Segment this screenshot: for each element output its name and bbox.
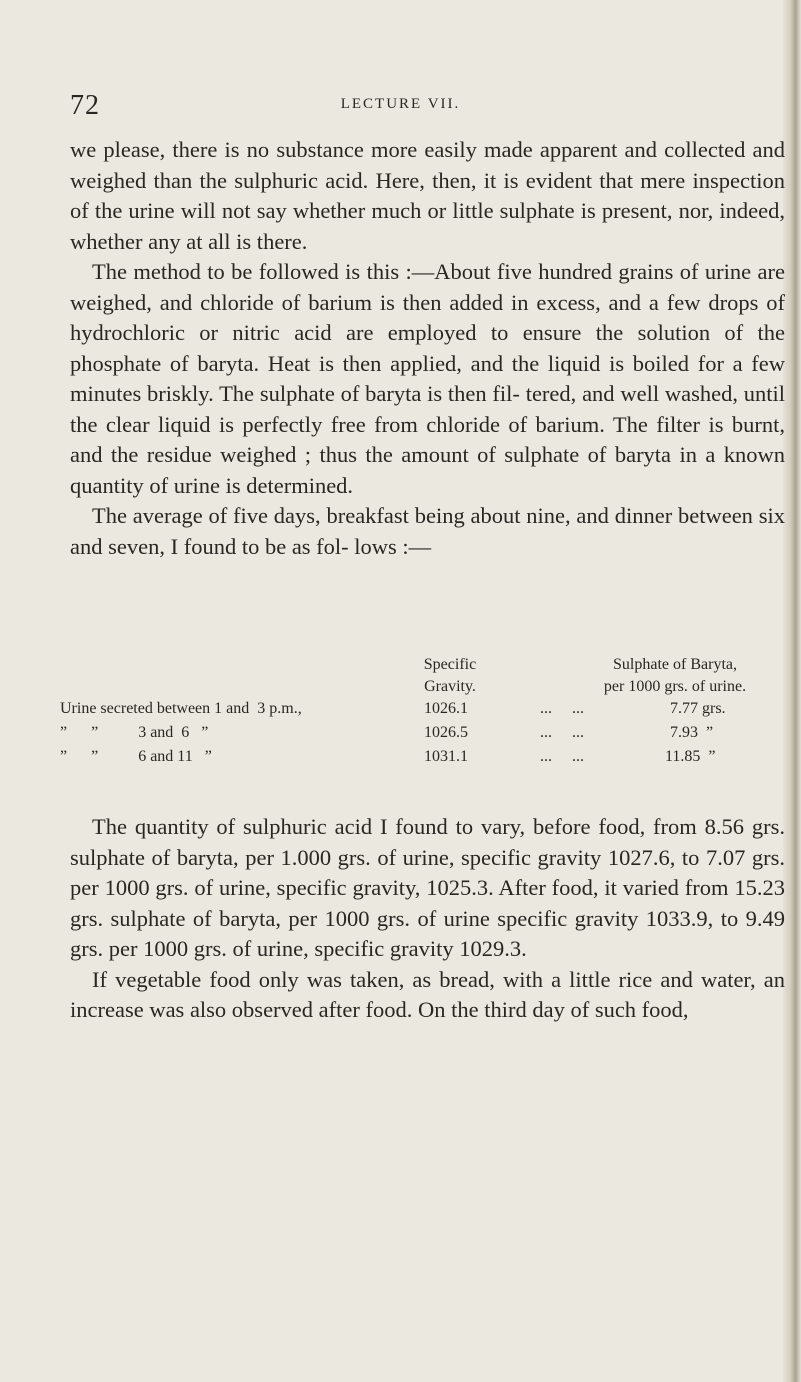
- sulphate-value: 7.77 grs.: [670, 700, 726, 717]
- table-row: [60, 724, 760, 746]
- leader-dots: ... ...: [540, 700, 584, 717]
- row-label: ” ” 6 and 11 ”: [60, 748, 212, 765]
- paragraph: we please, there is no substance more easily made apparent and collected and weighed than the sulphuric acid. Here, then, it is evident that mere inspection of the urine will not say whether much or little sulphate is present, nor, indeed, whether any at all is there.: [70, 137, 785, 254]
- paragraph: If vegetable food only was taken, as bread, with a little rice and water, an increase was also observed after food. On the third day of such food,: [70, 966, 785, 1022]
- sulphate-header-line2: per 1000 grs. of urine.: [603, 678, 747, 695]
- row-label: ” ” 3 and 6 ”: [60, 724, 209, 741]
- paragraph: The quantity of sulphuric acid I found to vary, before food, from 8.56 grs. sulphate of baryta, per 1.000 grs. of urine, specific gravity 1027.6, to 7.07 grs. per 1000 grs. of urine, specific gravity, 1025.3. After food, it varied from 15.23 grs. sulphate of baryta, per 1000 grs. of urine specific gravity 1033.9, to 9.49 grs. per 1000 grs. of urine, specific gravity 1029.3.: [70, 814, 785, 961]
- sulphate-value: 11.85 ”: [665, 748, 716, 765]
- sulphate-header-line1: Sulphate of Baryta,: [613, 656, 737, 673]
- page-edge: [783, 0, 801, 1382]
- paragraph: The average of five days, breakfast being about nine, and dinner between six and seven, I found to be as fol- lows :—: [70, 503, 785, 559]
- page-number: 72: [70, 90, 100, 121]
- gravity-value: 1026.5: [424, 724, 468, 741]
- gravity-header: [395, 654, 505, 698]
- table-row: [60, 748, 760, 770]
- gravity-header-line2: Gravity.: [424, 678, 476, 695]
- gravity-header-line1: Specific: [423, 656, 477, 673]
- running-head: LECTURE VII.: [340, 96, 461, 112]
- paragraph: The method to be followed is this :—About five hundred grains of urine are weighed, and chloride of barium is then added in excess, and a few drops of hydrochloric or nitric acid are employed to ensure the solution of the phosphate of baryta. Heat is then applied, and the liquid is boiled for a few minutes briskly. The sulphate of baryta is then fil- tered, and well washed, until the clear liquid is perfectly free from chloride of barium. The filter is burnt, and the residue weighed ; thus the amount of sulphate of baryta in a known quantity of urine is determined.: [70, 259, 785, 498]
- row-label: Urine secreted between 1 and 3 p.m.,: [60, 700, 302, 717]
- sulphate-header: [580, 654, 770, 698]
- sulphate-value: 7.93 ”: [670, 724, 714, 741]
- gravity-value: 1031.1: [424, 748, 468, 765]
- text-block-bottom: [70, 812, 785, 1026]
- gravity-value: 1026.1: [424, 700, 468, 717]
- table-row: [60, 700, 760, 722]
- text-block-top: [70, 135, 785, 562]
- leader-dots: ... ...: [540, 748, 584, 765]
- leader-dots: ... ...: [540, 724, 584, 741]
